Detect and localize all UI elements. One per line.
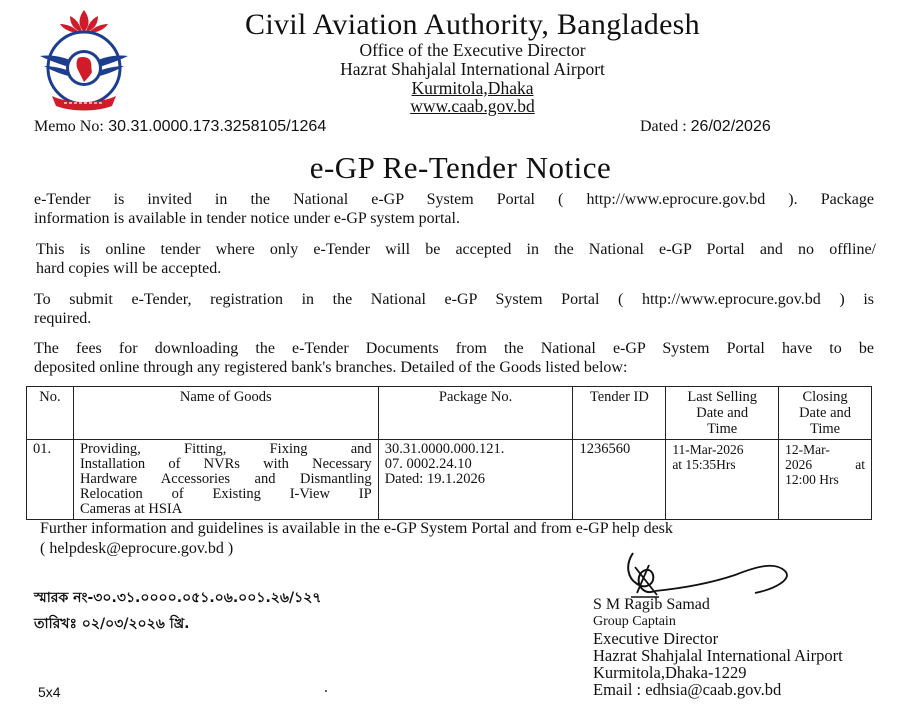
further-info-line: Further information and guidelines is available in the e-GP System Portal and from e-GP help desk: [40, 520, 673, 537]
cell-line: Relocation of Existing I-View IP: [79, 486, 372, 502]
paragraph-fees: [34, 339, 874, 377]
signatory-email[interactable]: Email : edhsia@caab.gov.bd: [593, 680, 782, 699]
helpdesk-email[interactable]: ( helpdesk@eprocure.gov.bd ): [40, 540, 234, 557]
bangla-date: তারিখঃ ০২/০৩/২০২৬ খ্রি.: [34, 616, 190, 632]
memo-date: [640, 118, 771, 136]
cell-line: Cameras at HSIA: [79, 501, 183, 517]
paragraph-registration: [34, 290, 874, 328]
cell-tender-id: 1236560: [573, 440, 666, 520]
header-text: Date and: [799, 405, 852, 421]
cell-line: Dated: 19.1.2026: [384, 471, 485, 487]
signatory-address: Kurmitola,Dhaka-1229: [593, 663, 747, 682]
dated-label: Dated :: [640, 118, 687, 135]
header-closing: [779, 387, 872, 440]
speck-mark: [325, 690, 327, 692]
cell-last-selling: [666, 440, 779, 520]
cell-text: at: [855, 457, 865, 472]
signatory-rank: Group Captain: [593, 614, 676, 629]
page-size-label: 5x4: [38, 684, 61, 700]
signatory-name: S M Ragib Samad: [593, 596, 710, 613]
cell-name: [73, 440, 378, 520]
memo-label: Memo No:: [34, 118, 104, 135]
header-name: Name of Goods: [73, 387, 378, 440]
header-text: Closing: [802, 389, 848, 405]
cell-line: 12:00 Hrs: [785, 472, 839, 487]
website-line: [0, 96, 907, 117]
organization-title: Civil Aviation Authority, Bangladesh: [245, 8, 700, 41]
paragraph-line: e-Tender is invited in the National e-GP System Portal ( http://www.eprocure.gov.bd ). Package: [34, 191, 874, 208]
header-text: Last Selling: [687, 389, 758, 405]
cell-text: 2026: [785, 457, 813, 472]
paragraph-line: The fees for downloading the e-Tender Documents from the National e-GP System Portal have to be: [34, 340, 874, 357]
cell-closing: [779, 440, 872, 520]
header-tender-id: Tender ID: [573, 387, 666, 440]
cell-line: Providing, Fitting, Fixing and: [79, 441, 372, 457]
cell-line: 11-Mar-2026: [672, 442, 744, 457]
office-line: Office of the Executive Director: [359, 40, 586, 60]
header-text: Date and: [696, 405, 749, 421]
cell-line: [785, 457, 865, 472]
cell-line: 30.31.0000.000.121.: [384, 441, 505, 457]
notice-title: e-GP Re-Tender Notice: [309, 150, 612, 185]
memo-number: [34, 118, 326, 136]
website-link[interactable]: www.caab.gov.bd: [410, 96, 535, 116]
dated-value: 26/02/2026: [690, 118, 771, 135]
table-row: [27, 440, 872, 520]
paragraph-online-only: [36, 240, 876, 278]
paragraph-line: information is available in tender notice under e-GP system portal.: [34, 210, 460, 227]
table-header-row: [27, 387, 872, 440]
bangla-memo-number: স্মারক নং-৩০.৩১.০০০০.০৫১.০৬.০০১.২৬/১২৭: [34, 590, 322, 606]
header-package: Package No.: [378, 387, 573, 440]
header-last-selling: [666, 387, 779, 440]
cell-line: 12-Mar-: [785, 442, 830, 457]
paragraph-line: hard copies will be accepted.: [36, 260, 222, 277]
header-no: No.: [27, 387, 74, 440]
cell-package: [378, 440, 573, 520]
signatory-title: Executive Director: [593, 629, 719, 648]
paragraph-line: This is online tender where only e-Tender will be accepted in the National e-GP Portal and no offline/: [36, 241, 876, 258]
paragraph-line: To submit e-Tender, registration in the National e-GP System Portal ( http://www.eprocure.gov.bd ) is: [34, 291, 874, 308]
header-text: Time: [810, 421, 841, 437]
paragraph-invitation: [34, 190, 874, 228]
paragraph-line: deposited online through any registered bank's branches. Detailed of the Goods listed below:: [34, 359, 628, 376]
cell-no: 01.: [27, 440, 74, 520]
airport-line: Hazrat Shahjalal International Airport: [340, 59, 605, 79]
paragraph-line: required.: [34, 310, 92, 327]
cell-line: at 15:35Hrs: [672, 457, 736, 472]
location-text: Kurmitola,Dhaka: [411, 78, 534, 98]
cell-line: 07. 0002.24.10: [384, 456, 472, 472]
signature-block: [593, 596, 843, 698]
goods-table: [26, 386, 872, 520]
cell-line: Hardware Accessories and Dismantling: [79, 471, 372, 487]
signatory-airport: Hazrat Shahjalal International Airport: [593, 646, 843, 665]
memo-value: 30.31.0000.173.3258105/1264: [108, 118, 327, 135]
cell-line: Installation of NVRs with Necessary: [79, 456, 372, 472]
header-text: Time: [707, 421, 738, 437]
